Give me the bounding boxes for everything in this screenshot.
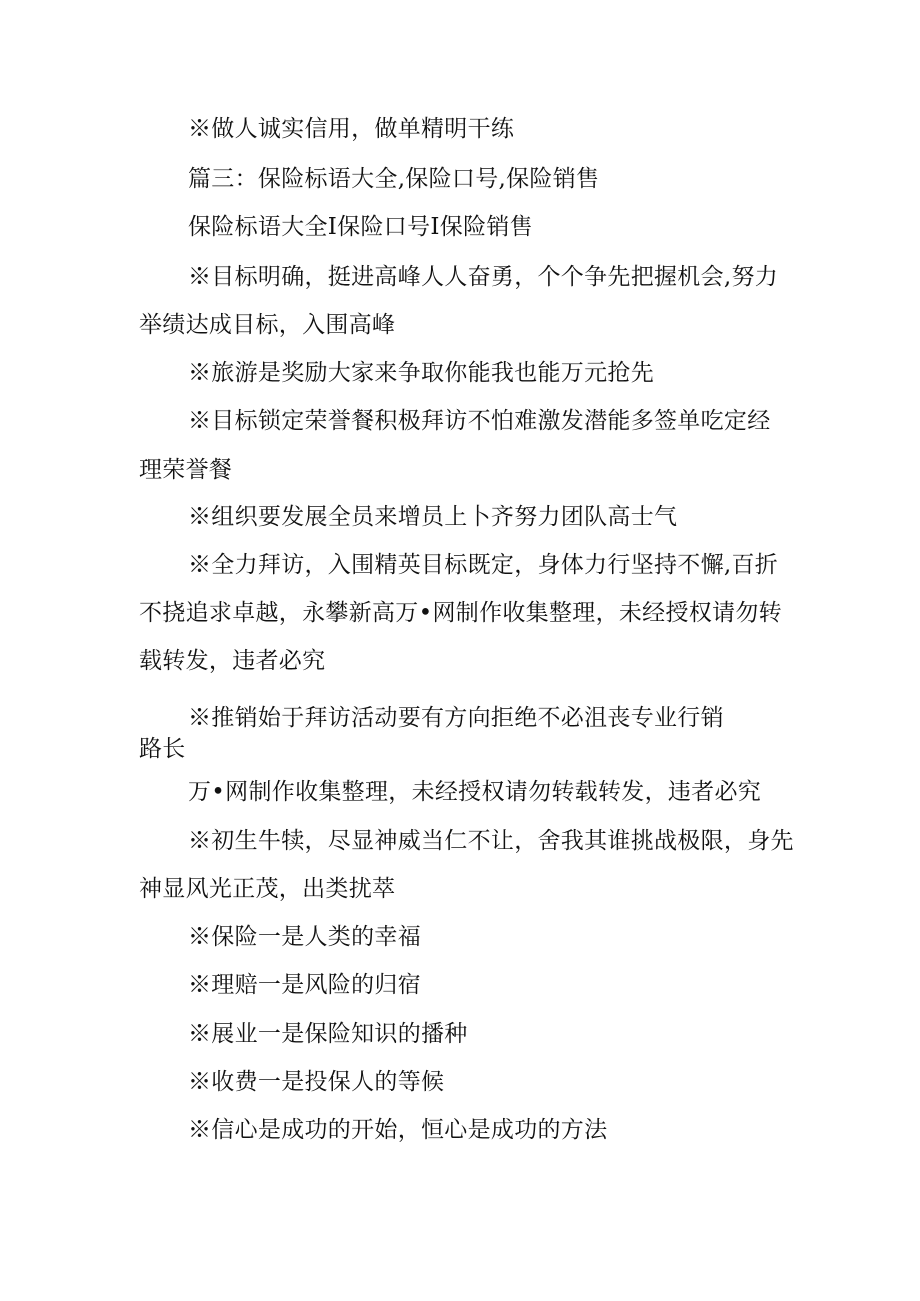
text-line: ※初生牛犊，尽显神威当仁不让，舍我其谁挑战极限，身先	[188, 828, 794, 854]
text-line: 万•网制作收集整理，未经授权请勿转载转发，违者必究	[188, 779, 762, 805]
text-line: ※保险一是人类的幸福	[188, 924, 421, 950]
text-line: 不挠追求卓越，永攀新高万•网制作收集整理，未经授权请勿转	[139, 600, 782, 626]
text-line: 路长	[139, 736, 186, 762]
text-line: ※做人诚实信用，做单精明干练	[188, 116, 515, 142]
text-line: ※组织要发展全员来增员上卜齐努力团队高士气	[188, 504, 678, 530]
section-heading: 篇三：保险标语大全,保险口号,保险销售	[188, 166, 600, 192]
text-line: ※目标明确，挺进高峰人人奋勇，个个争先把握机会,努力	[188, 264, 779, 290]
text-line: ※推销始于拜访活动要有方向拒绝不必沮丧专业行销	[188, 705, 724, 731]
text-line: ※目标锁定荣誉餐积极拜访不怕难激发潜能多签单吃定经	[188, 408, 771, 434]
text-line: 神显风光正茂，出类扰萃	[139, 876, 396, 902]
text-line: ※收费一是投保人的等候	[188, 1069, 445, 1095]
text-line: ※理赔一是风险的归宿	[188, 972, 421, 998]
text-line: 理荣誉餐	[139, 457, 233, 483]
text-line: 举绩达成目标，入围高峰	[139, 312, 396, 338]
text-line: ※展业一是保险知识的播种	[188, 1021, 468, 1047]
text-line: ※信心是成功的开始，恒心是成功的方法	[188, 1117, 608, 1143]
text-line: ※全力拜访，入围精英目标既定，身体力行坚持不懈,百折	[188, 552, 779, 578]
text-line: ※旅游是奖励大家来争取你能我也能万元抢先	[188, 360, 654, 386]
text-line: 载转发，违者必究	[139, 648, 326, 674]
text-line: 保险标语大全I保险口号I保险销售	[188, 214, 533, 240]
